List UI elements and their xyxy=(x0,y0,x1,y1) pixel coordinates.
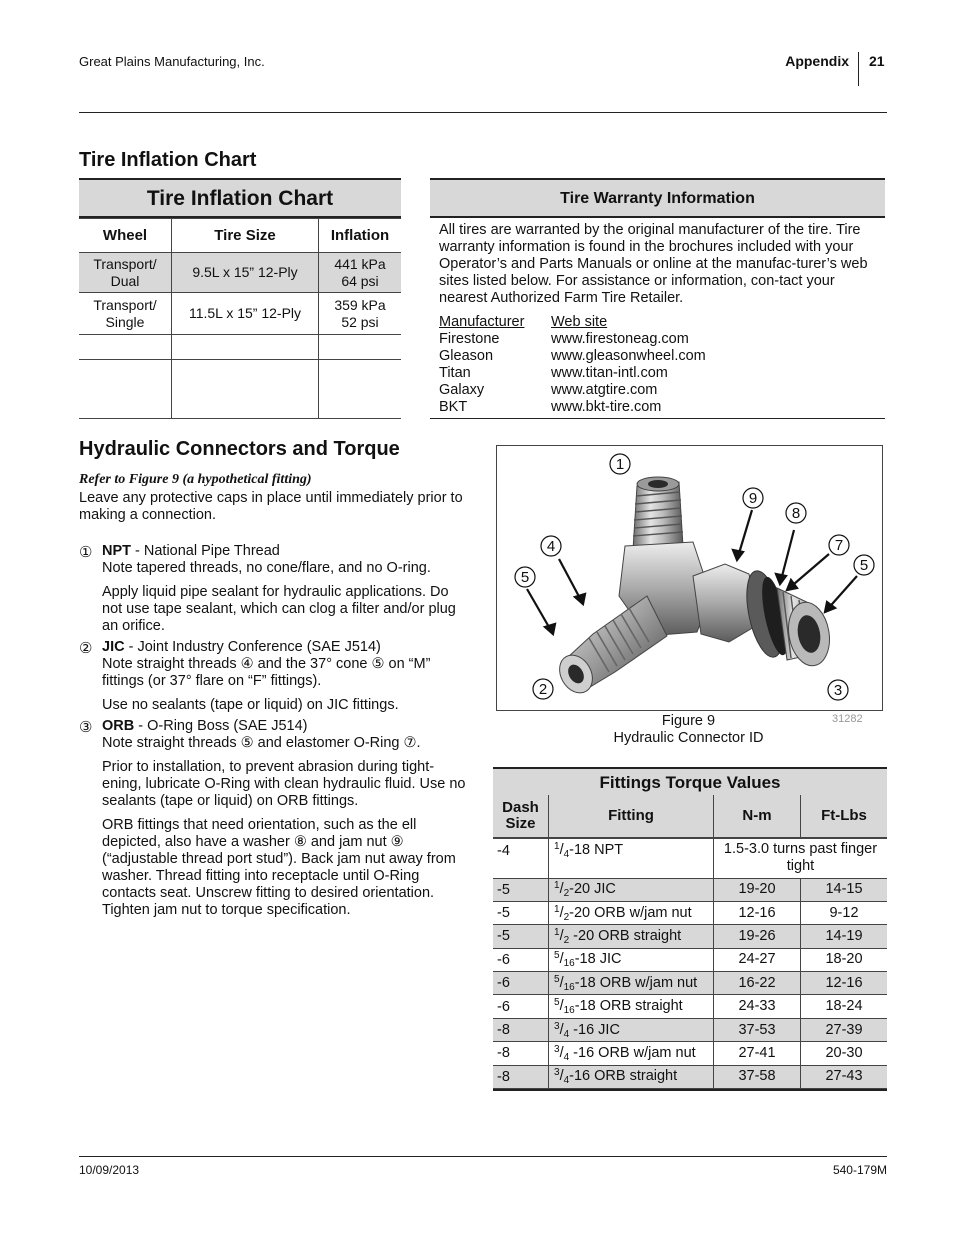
table-row: -8 $^3/_4$ -16 JIC 37-53 27-39 xyxy=(493,1018,887,1041)
tire-inflation-table xyxy=(79,178,401,419)
col-inflation: Inflation xyxy=(330,227,390,244)
frac-den: 2 xyxy=(563,911,570,923)
header-divider xyxy=(858,52,859,86)
torque-ftlbs: 18-24 xyxy=(825,998,863,1015)
callout-4: 4 xyxy=(546,538,556,555)
wheel-line2: Single xyxy=(105,313,145,330)
psi: 64 psi xyxy=(341,272,379,289)
hydraulic-text xyxy=(79,471,471,919)
item-abbr: ORB xyxy=(102,718,135,734)
figure-title: Hydraulic Connector ID xyxy=(613,730,764,746)
frac-num: 5 xyxy=(554,973,560,985)
item-number: ① xyxy=(79,544,93,561)
fitting-desc: -18 NPT xyxy=(569,841,624,858)
psi: 52 psi xyxy=(341,313,379,330)
page-number: 21 xyxy=(869,53,885,69)
wheel-line2: Dual xyxy=(110,272,140,289)
torque-nm: 27-41 xyxy=(738,1044,776,1061)
footer-date: 10/09/2013 xyxy=(79,1163,140,1177)
fitting-desc: -18 ORB straight xyxy=(574,998,683,1015)
dash-size: -8 xyxy=(497,1068,510,1085)
figure-reference: Refer to Figure 9 (a hypothetical fitting) xyxy=(79,472,312,487)
item-note: Note straight threads ④ and the 37° cone ⑤ on “M” fittings (or 37° flare on “F” fittings). xyxy=(102,656,431,689)
torque-ftlbs: 27-43 xyxy=(825,1068,863,1085)
torque-ftlbs: 9-12 xyxy=(829,904,859,921)
item-note: Note straight threads ⑤ and elastomer O-Ring ⑦. xyxy=(102,735,421,751)
item-paragraph: Apply liquid pipe sealant for hydraulic applications. Do not use tape sealant, which can clog a filter and/or plug an orifice. xyxy=(102,584,456,634)
header-section: Appendix xyxy=(785,53,849,69)
torque-nm: 12-16 xyxy=(738,904,776,921)
torque-nm: 19-26 xyxy=(738,927,776,944)
dash-size: -8 xyxy=(497,1022,510,1039)
frac-num: 3 xyxy=(554,1020,560,1032)
frac-den: 4 xyxy=(563,1051,570,1063)
torque-nm: 24-33 xyxy=(738,998,776,1015)
col-wheel: Wheel xyxy=(102,227,148,244)
torque-body xyxy=(493,838,887,1090)
figure-frame xyxy=(496,445,883,711)
table-row xyxy=(79,253,401,293)
torque-ftlbs: 27-39 xyxy=(825,1021,863,1038)
callout-1: 1 xyxy=(615,456,625,473)
manufacturer-name: Gleason xyxy=(439,348,494,364)
item-paragraph: Use no sealants (tape or liquid) on JIC fittings. xyxy=(102,697,399,713)
col-dash: Dash xyxy=(502,798,539,816)
header-rule xyxy=(79,112,887,113)
torque-nm: 19-20 xyxy=(738,881,776,898)
manufacturer-url: www.gleasonwheel.com xyxy=(551,348,706,364)
warranty-title: Tire Warranty Information xyxy=(430,178,885,218)
dash-size: -6 xyxy=(497,951,510,968)
torque-note-1: 1.5-3.0 turns past finger xyxy=(723,841,878,857)
item-paragraph: ORB fittings that need orientation, such as the ell depicted, also have a washer ⑧ and jam nut ⑨ (“adjustable thread port stud”). Back jam nut away from washer. Thread fitting into receptacle until O-Ring contacts seat. Unscrew fitting to desired orientation. Tighten jam nut to torque specification. xyxy=(102,817,456,918)
fitting-desc: -20 JIC xyxy=(569,881,616,898)
frac-num: 1 xyxy=(554,903,560,915)
frac-den: 4 xyxy=(563,1075,570,1087)
fitting-desc: -18 JIC xyxy=(574,951,622,968)
torque-ftlbs: 20-30 xyxy=(825,1044,863,1061)
dash-size: -5 xyxy=(497,928,510,945)
col-tire-size: Tire Size xyxy=(214,227,276,244)
figure-caption xyxy=(496,713,881,747)
item-title: - Joint Industry Conference (SAE J514) xyxy=(124,639,381,655)
tire-size: 11.5L x 15” 12-Ply xyxy=(188,305,302,321)
fitting-desc: -16 ORB w/jam nut xyxy=(569,1044,696,1061)
fitting-desc: -20 ORB straight xyxy=(569,927,682,944)
torque-nm: 37-53 xyxy=(738,1021,776,1038)
list-item xyxy=(79,718,471,919)
frac-num: 3 xyxy=(554,1043,560,1055)
item-number: ③ xyxy=(79,719,93,736)
orb-thread-icon xyxy=(777,588,834,669)
frac-den: 2 xyxy=(563,888,570,900)
kpa: 441 kPa xyxy=(334,255,386,272)
dash-size: -5 xyxy=(497,881,510,898)
manufacturer-name: Firestone xyxy=(439,331,500,347)
col-size: Size xyxy=(505,814,536,832)
warranty-bottom-rule xyxy=(430,418,885,419)
frac-num: 1 xyxy=(554,840,560,852)
table-row: -6 $^5/_{16}-18$ JIC 24-27 18-20 xyxy=(493,948,887,971)
table-row-empty xyxy=(79,360,401,419)
manufacturer-name: Galaxy xyxy=(439,382,485,398)
item-note: Note tapered threads, no cone/flare, and no O-ring. xyxy=(102,560,431,576)
manufacturer-url: www.atgtire.com xyxy=(551,382,658,398)
table-row: -6 $^5/_{16}-18$ ORB w/jam nut 16-22 12-16 xyxy=(493,972,887,995)
jic-fitting-icon xyxy=(553,596,667,699)
frac-den: 16 xyxy=(563,958,575,970)
tire-size: 9.5L x 15” 12-Ply xyxy=(192,264,298,280)
manufacturer-url: www.bkt-tire.com xyxy=(551,399,662,415)
col-manufacturer: Manufacturer xyxy=(439,314,525,330)
tire-table-title: Tire Inflation Chart xyxy=(79,178,401,218)
item-title: - O-Ring Boss (SAE J514) xyxy=(134,718,308,734)
table-row: -5 $^1/_2$ -20 ORB straight 19-26 14-19 xyxy=(493,925,887,948)
list-item xyxy=(79,639,471,714)
frac-den: 16 xyxy=(563,1005,575,1017)
col-fitting: Fitting xyxy=(608,807,654,825)
frac-den: 4 xyxy=(563,1028,570,1040)
hydraulic-fitting-illustration xyxy=(497,446,882,710)
torque-ftlbs: 14-15 xyxy=(825,881,863,898)
dash-size: -6 xyxy=(497,975,510,992)
frac-num: 3 xyxy=(554,1067,560,1079)
table-row: -8 $^3/_4-16$ ORB straight 37-58 27-43 xyxy=(493,1065,887,1088)
item-number: ② xyxy=(79,640,93,657)
warranty-body: All tires are warranted by the original manufacturer of the tire. Tire warranty information is found in the brochures included with your Operator’s and Parts Manuals or online at the manufac-turer’s web sites listed below. For assistance or information, con-tact your nearest Authorized Farm Tire Retailer. xyxy=(439,222,868,306)
manufacturer-name: Titan xyxy=(439,365,471,381)
torque-ftlbs: 18-20 xyxy=(825,951,863,968)
callout-5a: 5 xyxy=(520,569,530,586)
frac-den: 16 xyxy=(563,981,575,993)
torque-ftlbs: 12-16 xyxy=(825,974,863,991)
footer-rule xyxy=(79,1156,887,1157)
torque-table xyxy=(493,767,887,1091)
table-row: -5 $^1/_2-20$ ORB w/jam nut 12-16 9-12 xyxy=(493,901,887,924)
frac-den: 4 xyxy=(563,848,570,860)
table-row-empty xyxy=(79,335,401,360)
callout-5b: 5 xyxy=(859,557,869,574)
frac-den: 2 xyxy=(563,934,570,946)
fitting-desc: -18 ORB w/jam nut xyxy=(574,974,698,991)
table-row: -8 $^3/_4$ -16 ORB w/jam nut 27-41 20-30 xyxy=(493,1042,887,1065)
table-row xyxy=(79,293,401,335)
table-row: -4 $^1/_4-18$ NPT 1.5-3.0 turns past finger tight xyxy=(493,838,887,878)
item-abbr: JIC xyxy=(102,639,125,655)
hydraulic-heading: Hydraulic Connectors and Torque xyxy=(79,438,400,460)
torque-table-title: Fittings Torque Values xyxy=(599,772,781,792)
dash-size: -4 xyxy=(497,842,510,859)
list-item xyxy=(439,382,885,399)
item-title: - National Pipe Thread xyxy=(131,543,280,559)
npt-thread-icon xyxy=(633,477,683,550)
manufacturer-url: www.firestoneag.com xyxy=(551,331,689,347)
dash-size: -8 xyxy=(497,1045,510,1062)
dash-size: -5 xyxy=(497,905,510,922)
callout-8: 8 xyxy=(791,505,801,522)
tire-section-heading: Tire Inflation Chart xyxy=(79,149,257,171)
col-ftlbs: Ft-Lbs xyxy=(821,807,867,825)
list-item xyxy=(439,348,885,365)
hydraulic-intro: Leave any protective caps in place until immediately prior to making a connection. xyxy=(79,490,463,523)
fitting-desc: -16 JIC xyxy=(569,1021,620,1038)
header-company: Great Plains Manufacturing, Inc. xyxy=(79,54,265,69)
manufacturer-url: www.titan-intl.com xyxy=(551,365,668,381)
frac-num: 1 xyxy=(554,880,560,892)
torque-nm: 16-22 xyxy=(738,974,776,991)
dash-size: -6 xyxy=(497,998,510,1015)
torque-ftlbs: 14-19 xyxy=(825,927,863,944)
warranty-box xyxy=(430,178,885,416)
wheel-line1: Transport/ xyxy=(93,296,157,313)
torque-nm: 24-27 xyxy=(738,951,776,968)
col-website: Web site xyxy=(551,314,608,330)
table-row: -6 $^5/_{16}-18$ ORB straight 24-33 18-24 xyxy=(493,995,887,1018)
fitting-desc: -20 ORB w/jam nut xyxy=(569,904,692,921)
footer-docnum: 540-179M xyxy=(832,1163,887,1177)
figure-id: 31282 xyxy=(832,713,863,725)
callout-3: 3 xyxy=(833,682,843,699)
table-row: -5 $^1/_2-20$ JIC 19-20 14-15 xyxy=(493,878,887,901)
list-item xyxy=(439,331,885,348)
callout-2: 2 xyxy=(538,681,548,698)
frac-num: 5 xyxy=(554,997,560,1009)
manufacturer-name: BKT xyxy=(439,399,468,415)
frac-num: 5 xyxy=(554,950,560,962)
fitting-desc: -16 ORB straight xyxy=(569,1068,678,1085)
figure-number: Figure 9 xyxy=(661,713,716,729)
list-item xyxy=(439,399,885,416)
list-item xyxy=(79,543,471,635)
list-item xyxy=(439,365,885,382)
callout-9: 9 xyxy=(748,490,758,507)
col-nm: N-m xyxy=(742,807,772,825)
frac-num: 1 xyxy=(554,926,560,938)
kpa: 359 kPa xyxy=(334,296,386,313)
wheel-line1: Transport/ xyxy=(93,255,157,272)
callout-7: 7 xyxy=(834,537,844,554)
item-abbr: NPT xyxy=(102,543,131,559)
torque-nm: 37-58 xyxy=(738,1068,776,1085)
item-paragraph: Prior to installation, to prevent abrasion during tight-ening, lubricate O-Ring with clean hydraulic fluid. Use no sealants (tape or liquid) on ORB fittings. xyxy=(102,759,466,809)
torque-note-2: tight xyxy=(786,858,815,874)
